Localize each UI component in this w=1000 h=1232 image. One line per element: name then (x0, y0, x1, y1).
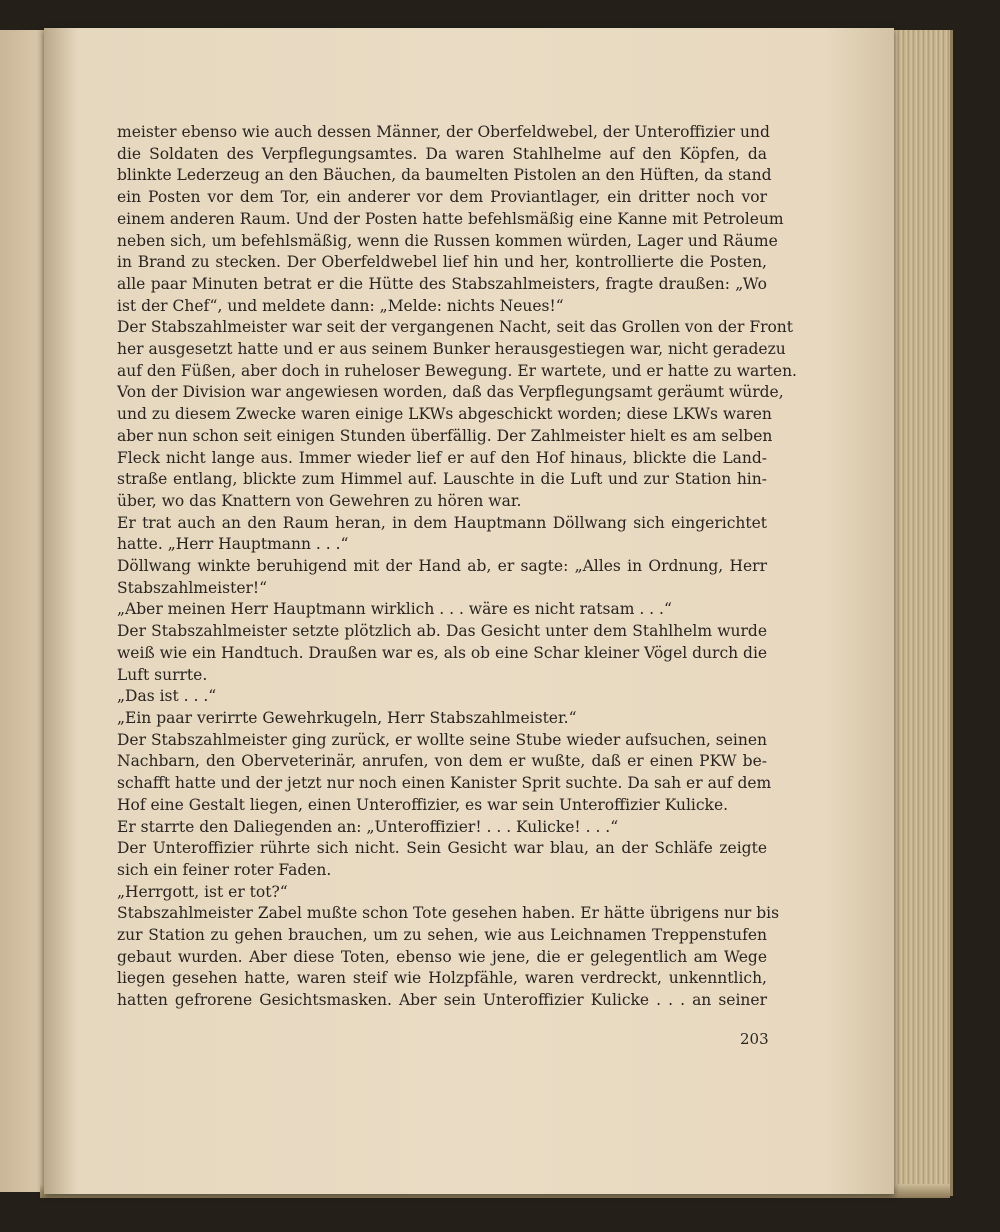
text-line: gebaut wurden. Aber diese Toten, ebenso wie jene, die er gelegentlich am Wege (117, 947, 767, 966)
text-line: hatte. „Herr Hauptmann . . .“ (117, 535, 349, 554)
text-line: weiß wie ein Handtuch. Draußen war es, als ob eine Schar kleiner Vögel durch die (117, 643, 768, 662)
text-line: Hof eine Gestalt liegen, einen Unteroffizier, es war sein Unteroffizier Kulicke. (117, 795, 729, 814)
text-line: schafft hatte und der jetzt nur noch einen Kanister Sprit suchte. Da sah er auf dem (117, 774, 772, 793)
text-line: zur Station zu gehen brauchen, um zu sehen, wie aus Leichnamen Treppenstufen (117, 926, 767, 945)
text-line: Von der Division war angewiesen worden, daß das Verpflegungsamt geräumt würde, (117, 383, 784, 402)
text-line: „Ein paar verirrte Gewehrkugeln, Herr Stabszahlmeister.“ (117, 708, 577, 727)
text-line: Stabszahlmeister Zabel mußte schon Tote gesehen haben. Er hätte übrigens nur bis (117, 904, 780, 923)
text-line: Döllwang winkte beruhigend mit der Hand ab, er sagte: „Alles in Ordnung, Herr (117, 557, 767, 576)
text-line: hatten gefrorene Gesichtsmasken. Aber sein Unteroffizier Kulicke . . . an seiner (117, 991, 767, 1010)
text-line: Der Stabszahlmeister ging zurück, er wollte seine Stube wieder aufsuchen, seinen (117, 730, 767, 749)
text-line: Er starrte den Daliegenden an: „Unteroffizier! . . . Kulicke! . . .“ (117, 817, 619, 836)
page-number: 203 (740, 1030, 769, 1048)
text-line: „Aber meinen Herr Hauptmann wirklich . . . wäre es nicht ratsam . . .“ (117, 600, 672, 619)
text-line: neben sich, um befehlsmäßig, wenn die Russen kommen würden, Lager und Räume (117, 231, 778, 250)
text-line: und zu diesem Zwecke waren einige LKWs abgeschickt worden; diese LKWs waren (117, 405, 772, 424)
text-line: meister ebenso wie auch dessen Männer, der Oberfeldwebel, der Unteroffizier und (117, 123, 770, 141)
text-line: „Das ist . . .“ (117, 687, 217, 706)
text-line: Stabszahlmeister!“ (117, 578, 268, 597)
text-line: über, wo das Knattern von Gewehren zu hören war. (117, 491, 522, 510)
text-line: aber nun schon seit einigen Stunden überfällig. Der Zahlmeister hielt es am selben (117, 426, 773, 445)
text-line: in Brand zu stecken. Der Oberfeldwebel lief hin und her, kontrollierte die Posten, (117, 253, 767, 272)
text-line: blinkte Lederzeug an den Bäuchen, da baumelten Pistolen an den Hüften, da stand (117, 166, 772, 185)
text-line: ein Posten vor dem Tor, ein anderer vor dem Proviantlager, ein dritter noch vor (117, 188, 767, 207)
text-line: ist der Chef“, und meldete dann: „Melde: nichts Neues!“ (117, 296, 564, 315)
text-line: Luft surrte. (117, 665, 208, 684)
text-line: her ausgesetzt hatte und er aus seinem Bunker herausgestiegen war, nicht geradezu (117, 340, 786, 359)
text-line: sich ein feiner roter Faden. (117, 860, 332, 879)
text-line: Der Unteroffizier rührte sich nicht. Sein Gesicht war blau, an der Schläfe zeigte (117, 839, 767, 858)
text-line: alle paar Minuten betrat er die Hütte des Stabszahlmeisters, fragte draußen: „Wo (117, 274, 767, 293)
text-line: liegen gesehen hatte, waren steif wie Holzpfähle, waren verdreckt, unkenntlich, (117, 969, 767, 988)
text-line: Der Stabszahlmeister setzte plötzlich ab. Das Gesicht unter dem Stahlhelm wurde (117, 622, 767, 641)
text-line: „Herrgott, ist er tot?“ (117, 882, 288, 901)
text-line: auf den Füßen, aber doch in ruheloser Bewegung. Er wartete, und er hatte zu warten. (117, 361, 797, 380)
text-line: Fleck nicht lange aus. Immer wieder lief er auf den Hof hinaus, blickte die Land- (117, 448, 767, 467)
text-line: die Soldaten des Verpflegungsamtes. Da waren Stahlhelme auf den Köpfen, da (117, 144, 767, 163)
text-line: Nachbarn, den Oberveterinär, anrufen, von dem er wußte, daß er einen PKW be- (117, 752, 767, 771)
text-line: Der Stabszahlmeister war seit der vergangenen Nacht, seit das Grollen von der Front (117, 318, 794, 337)
text-line: Er trat auch an den Raum heran, in dem Hauptmann Döllwang sich eingerichtet (117, 513, 767, 532)
text-line: straße entlang, blickte zum Himmel auf. Lauschte in die Luft und zur Station hin- (117, 470, 767, 489)
text-line: einem anderen Raum. Und der Posten hatte befehlsmäßig eine Kanne mit Petroleum (117, 209, 784, 228)
body-text (117, 122, 797, 1012)
